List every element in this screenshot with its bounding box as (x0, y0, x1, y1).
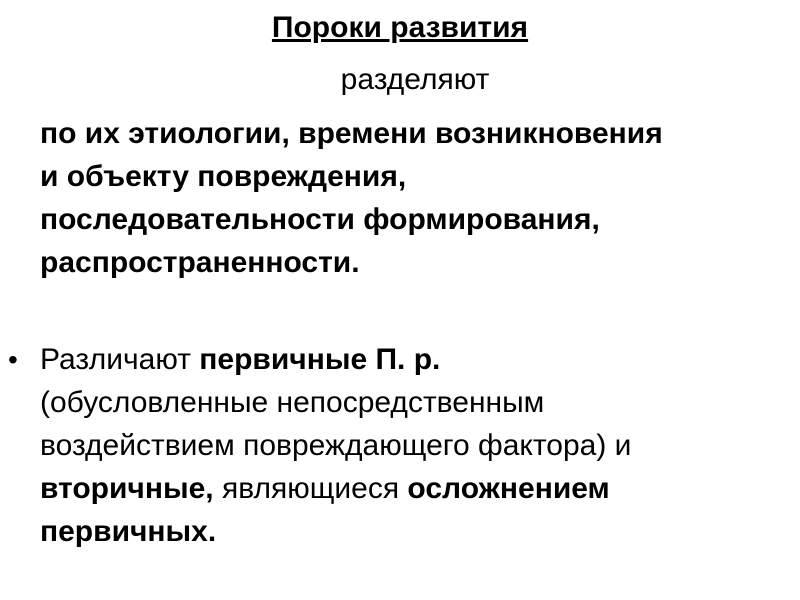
secondary-term: вторичные, (40, 472, 214, 505)
slide-subtitle: разделяют (340, 63, 490, 96)
classification-line: по их этиологии, времени возникновения (40, 117, 663, 150)
classification-line: последовательности формирования, (40, 203, 600, 236)
secondary-connector: являющиеся (213, 472, 408, 505)
final-term: первичных. (40, 515, 217, 548)
primary-term: первичные П. р. (199, 343, 441, 376)
bullet-marker: • (8, 344, 18, 375)
classification-paragraph (40, 112, 790, 284)
bullet-line (40, 338, 790, 381)
classification-line: и объекту повреждения, (40, 160, 407, 193)
bullet-line (40, 467, 790, 510)
bullet-paragraph (40, 338, 790, 553)
bullet-intro: Различают (40, 343, 200, 376)
bullet-line: воздействием повреждающего фактора) и (40, 429, 632, 462)
slide-title: Пороки развития (271, 11, 529, 44)
classification-line: распространенности. (40, 246, 360, 279)
complication-term: осложнением (407, 472, 610, 505)
bullet-line: (обусловленные непосредственным (40, 386, 545, 419)
